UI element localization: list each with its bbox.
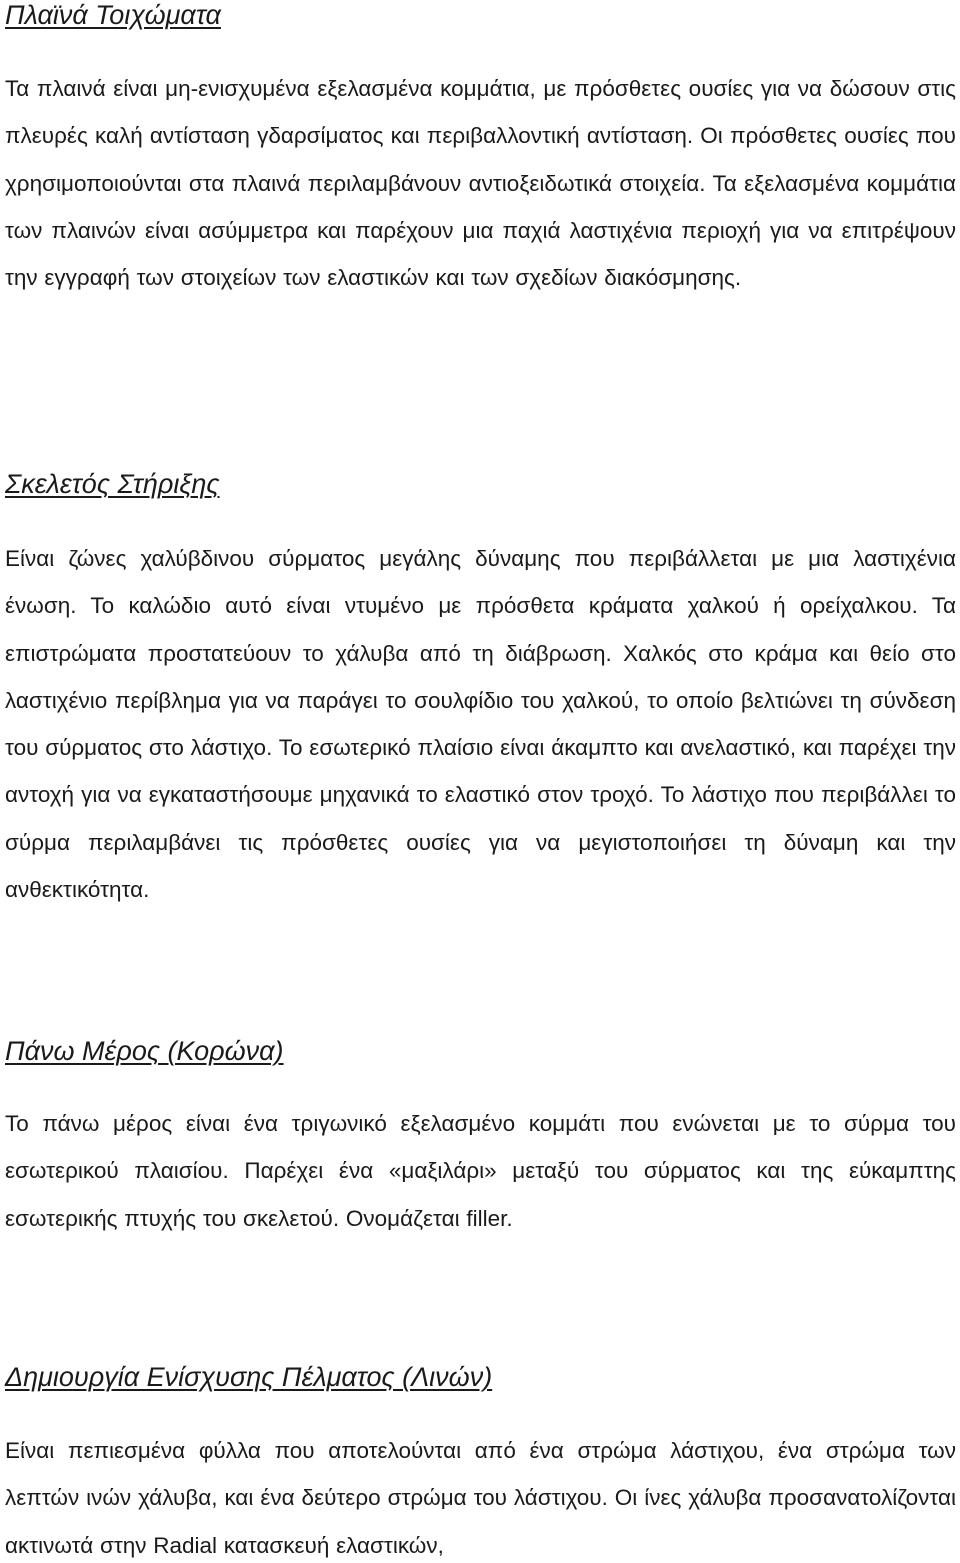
section-heading-sidewalls: Πλαϊνά Τοιχώματα — [5, 0, 221, 30]
section-body-apex: Το πάνω μέρος είναι ένα τριγωνικό εξελασμένο κομμάτι που ενώνεται με το σύρμα του εσωτερικού πλαισίου. Παρέχει ένα «μαξιλάρι» μεταξύ του σύρματος και της εύκαμπτης εσωτερικής πτυχής του σκελετού. Ονομάζεται filler. — [5, 1111, 956, 1231]
section-heading-apex: Πάνω Μέρος (Κορώνα) — [5, 1036, 284, 1066]
section-body-bead-frame: Είναι ζώνες χαλύβδινου σύρματος μεγάλης δύναμης που περιβάλλεται με μια λαστιχένια ένωση. Το καλώδιο αυτό είναι ντυμένο με πρόσθετα κράματα χαλκού ή ορείχαλκου. Τα επιστρώματα προστατεύουν το χάλυβα από τη διάβρωση. Χαλκός στο κράμα και θείο στο λαστιχένιο περίβλημα για να παράγει το σουλφίδιο του χαλκού, το οποίο βελτιώνει τη σύνδεση του σύρματος στο λάστιχο. Το εσωτερικό πλαίσιο είναι άκαμπτο και ανελαστικό, και παρέχει την αντοχή για να εγκαταστήσουμε μηχανικά το ελαστικό στον τροχό. Το λάστιχο που περιβάλλει το σύρμα περιλαμβάνει τις πρόσθετες ουσίες για να μεγιστοποιήσει τη δύναμη και την ανθεκτικότητα. — [5, 546, 956, 903]
section-heading-ply-reinforcement: Δημιουργία Ενίσχυσης Πέλματος (Λινών) — [5, 1362, 493, 1392]
section-body-ply-reinforcement: Είναι πεπιεσμένα φύλλα που αποτελούνται από ένα στρώμα λάστιχου, ένα στρώμα των λεπτών ινών χάλυβα, και ένα δεύτερο στρώμα του λάστιχου. Οι ίνες χάλυβα προσανατολίζονται ακτινωτά στην Radial κατασκευή ελαστικών, — [5, 1438, 956, 1558]
section-body-sidewalls: Τα πλαινά είναι μη-ενισχυμένα εξελασμένα κομμάτια, με πρόσθετες ουσίες για να δώσουν στις πλευρές καλή αντίσταση γδαρσίματος και περιβαλλοντική αντίσταση. Οι πρόσθετες ουσίες που χρησιμοποιούνται στα πλαινά περιλαμβάνουν αντιοξειδωτικά στοιχεία. Τα εξελασμένα κομμάτια των πλαινών είναι ασύμμετρα και παρέχουν μια παχιά λαστιχένια περιοχή για να επιτρέψουν την εγγραφή των στοιχείων των ελαστικών και των σχεδίων διακόσμησης. — [5, 76, 956, 291]
section-heading-bead-frame: Σκελετός Στήριξης — [5, 469, 220, 499]
